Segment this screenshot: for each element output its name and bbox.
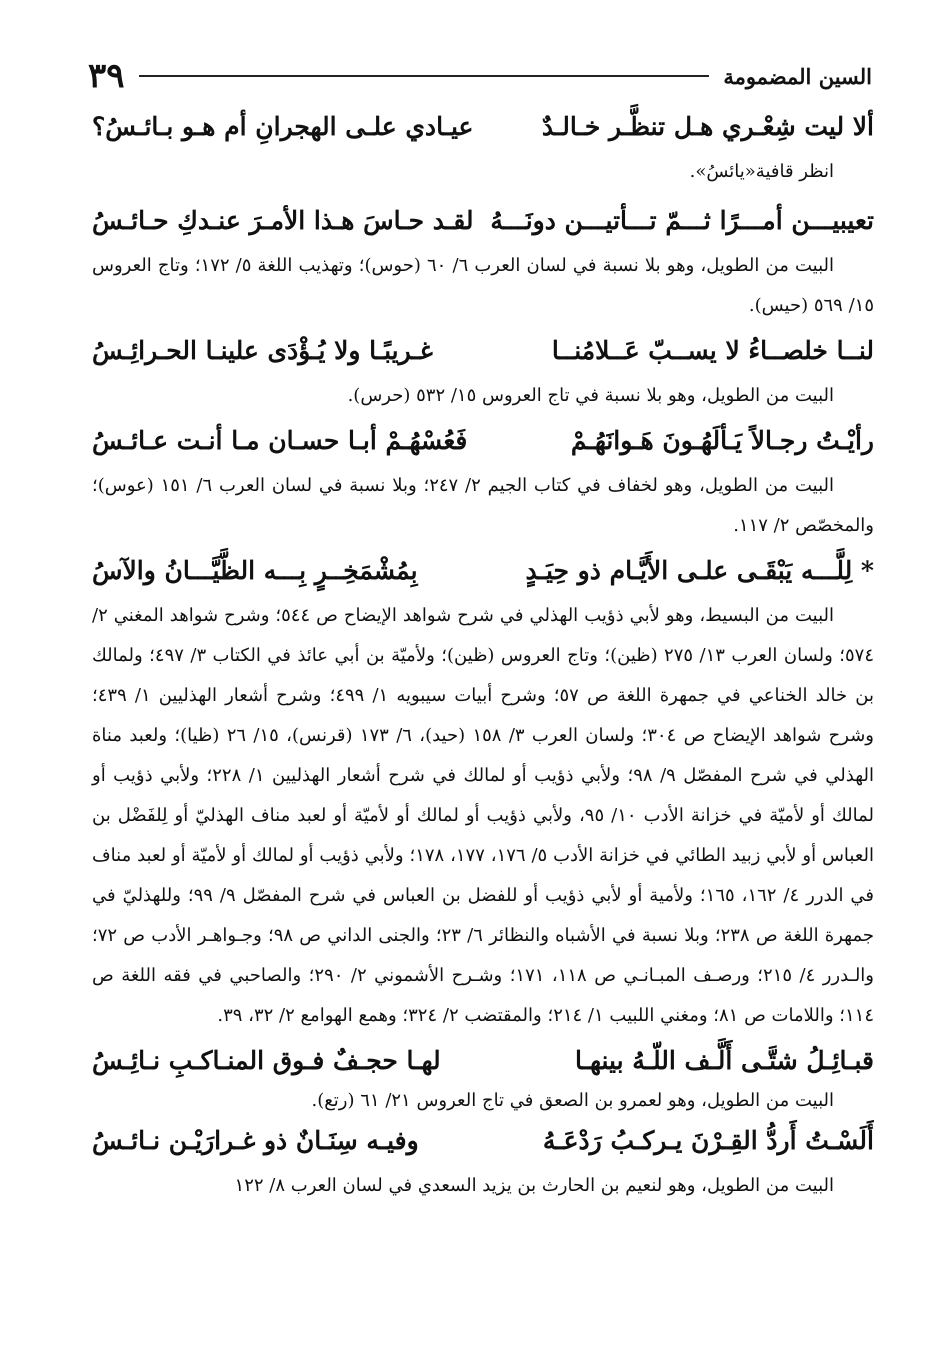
verse xyxy=(92,1116,874,1166)
verse xyxy=(92,196,874,246)
verse-first-hemistich: قبـائِـلُ شتَّـى أَلَّـف اللّـهُ بينهـا xyxy=(575,1046,874,1075)
verse-note: انظر قافية«يائسُ». xyxy=(689,161,834,182)
verse xyxy=(92,416,874,466)
verse-first-hemistich: لنــا خلصــاءُ لا يســبّ عَــلامُنــا xyxy=(551,336,874,365)
verse-note: البيت من البسيط، وهو لأبي ذؤيب الهذلي في شرح شواهد الإيضاح ص ٥٤٤؛ وشرح شواهد المغني ٢/ ٥٧٤؛ ولسان العرب ١٣/ ٢٧٥ (ظين)؛ وتاج العروس (ظين)؛ ولأميّة بن أبي عائذ في الكتاب ٣/ ٤٩٧؛ ولمالك بن خالد الخناعي في جمهرة اللغة ص ٥٧؛ وشرح أبيات سيبويه ١/ ٤٩٩؛ وشرح أشعار الهذليين ١/ ٤٣٩؛ وشرح شواهد الإيضاح ص ٣٠٤؛ ولسان العرب ٣/ ١٥٨ (حيد)، ٦/ ١٧٣ (قرنس)، ١٥/ ٢٦ (ظيا)؛ ولعبد مناة الهذلي في شرح المفصّل ٩/ ٩٨؛ ولأبي ذؤيب أو لمالك في شرح أشعار الهذليين ١/ ٢٢٨؛ ولأبي ذؤيب أو لمالك أو لأميّة في خزانة الأدب ١٠/ ٩٥، ولأبي ذؤيب أو لمالك أو لأميّة أو لعبد مناف الهذليّ أو لِلفَضْل بن العباس أو لأبي زبيد الطائي في خزانة الأدب ٥/ ١٧٦، ١٧٧، ١٧٨؛ ولأبي ذؤيب أو لمالك أو لأميّة أو لعبد مناف في الدرر ٤/ ١٦٢، ١٦٥؛ ولأمية أو لأبي ذؤيب أو للفضل بن العباس في شرح المفصّل ٩/ ٩٩؛ وللهذليّ في جمهرة اللغة ص ٢٣٨؛ وبلا نسبة في الأشباه والنظائر ٦/ ٢٣؛ والجنى الداني ص ٩٨؛ وجـواهـر الأدب ص ٧٢؛ والـدرر ٤/ ٢١٥؛ ورصـف المبـانـي ص ١١٨، ١٧١؛ وشـرح الأشموني ٢/ ٢٩٠؛ والصاحبي في فقه اللغة ص ١١٤؛ واللامات ص ٨١؛ ومغني اللبيب ١/ ٢١٤؛ والمقتضب ٢/ ٣٢٤؛ وهمع الهوامع ٢/ ٣٢، ٣٩. xyxy=(92,605,875,1026)
header-rule xyxy=(139,75,710,77)
chapter-title: السين المضمومة xyxy=(723,63,872,89)
verse xyxy=(92,546,874,596)
verse-second-hemistich: فَعُسْهُـمْ أبـا حسـان مـا أنـت عـائـسُ xyxy=(92,426,468,455)
verse xyxy=(92,102,874,152)
verse-second-hemistich: عيـادي علـى الهجرانِ أم هـو بـائـسُ؟ xyxy=(92,112,474,141)
main-content xyxy=(92,102,874,1206)
verse-second-hemistich: وفيـه سِنَـانٌ ذو غـرارَيْـن نـائـسُ xyxy=(92,1126,419,1155)
verse-note: البيت من الطويل، وهو لعمرو بن الصعق في تاج العروس ٢١/ ٦١ (رتع). xyxy=(311,1090,834,1111)
verse-first-hemistich: * لِلَّـــه يَبْقَـى علـى الأَيَّـام ذو حِيَـدٍ xyxy=(525,556,874,585)
verse-first-hemistich: تعيبيـــن أمـــرًا ثـــمّ تـــأتيـــن دونَـــهُ xyxy=(490,206,874,235)
verse-second-hemistich: بِمُشْمَخِــرٍ بِـــه الظَّيَّـــانُ والآسُ xyxy=(92,556,418,585)
running-header xyxy=(88,56,872,96)
verse-first-hemistich: أَلَسْـتُ أَردُّ القِـرْنَ يـركـبُ رَدْعَـهُ xyxy=(542,1126,874,1155)
verse-second-hemistich: لقـد حـاسَ هـذا الأمـرَ عنـدكِ حـائـسُ xyxy=(92,206,474,235)
verse-first-hemistich: ألا ليت شِعْـري هـل تنظَّـر خـالـدٌ xyxy=(541,112,874,141)
verse-note: البيت من الطويل، وهو بلا نسبة في لسان العرب ٦/ ٦٠ (حوس)؛ وتهذيب اللغة ٥/ ١٧٢؛ وتاج العروس ١٥/ ٥٦٩ (حيس). xyxy=(92,255,874,316)
page-number: ٣٩ xyxy=(88,56,125,96)
verse xyxy=(92,1036,874,1086)
verse-note: البيت من الطويل، وهو بلا نسبة في تاج العروس ١٥/ ٥٣٢ (حرس). xyxy=(347,385,834,406)
verse-note: البيت من الطويل، وهو لنعيم بن الحارث بن يزيد السعدي في لسان العرب ٨/ ١٢٢ xyxy=(234,1175,834,1196)
verse-note: البيت من الطويل، وهو لخفاف في كتاب الجيم ٢/ ٢٤٧؛ وبلا نسبة في لسان العرب ٦/ ١٥١ (عوس)؛ والمخصّص ٢/ ١١٧. xyxy=(92,475,874,536)
verse-second-hemistich: لهـا حجـفٌ فـوق المنـاكـبِ نـائِـسُ xyxy=(92,1046,441,1075)
verse-second-hemistich: غـريبًـا ولا يُـؤْدَى علينـا الحـرائِـسُ xyxy=(92,336,433,365)
verse-first-hemistich: رأيْـتُ رجـالاً يَـألَهُـونَ هَـوانَهُـمْ xyxy=(570,426,874,455)
verse xyxy=(92,326,874,376)
